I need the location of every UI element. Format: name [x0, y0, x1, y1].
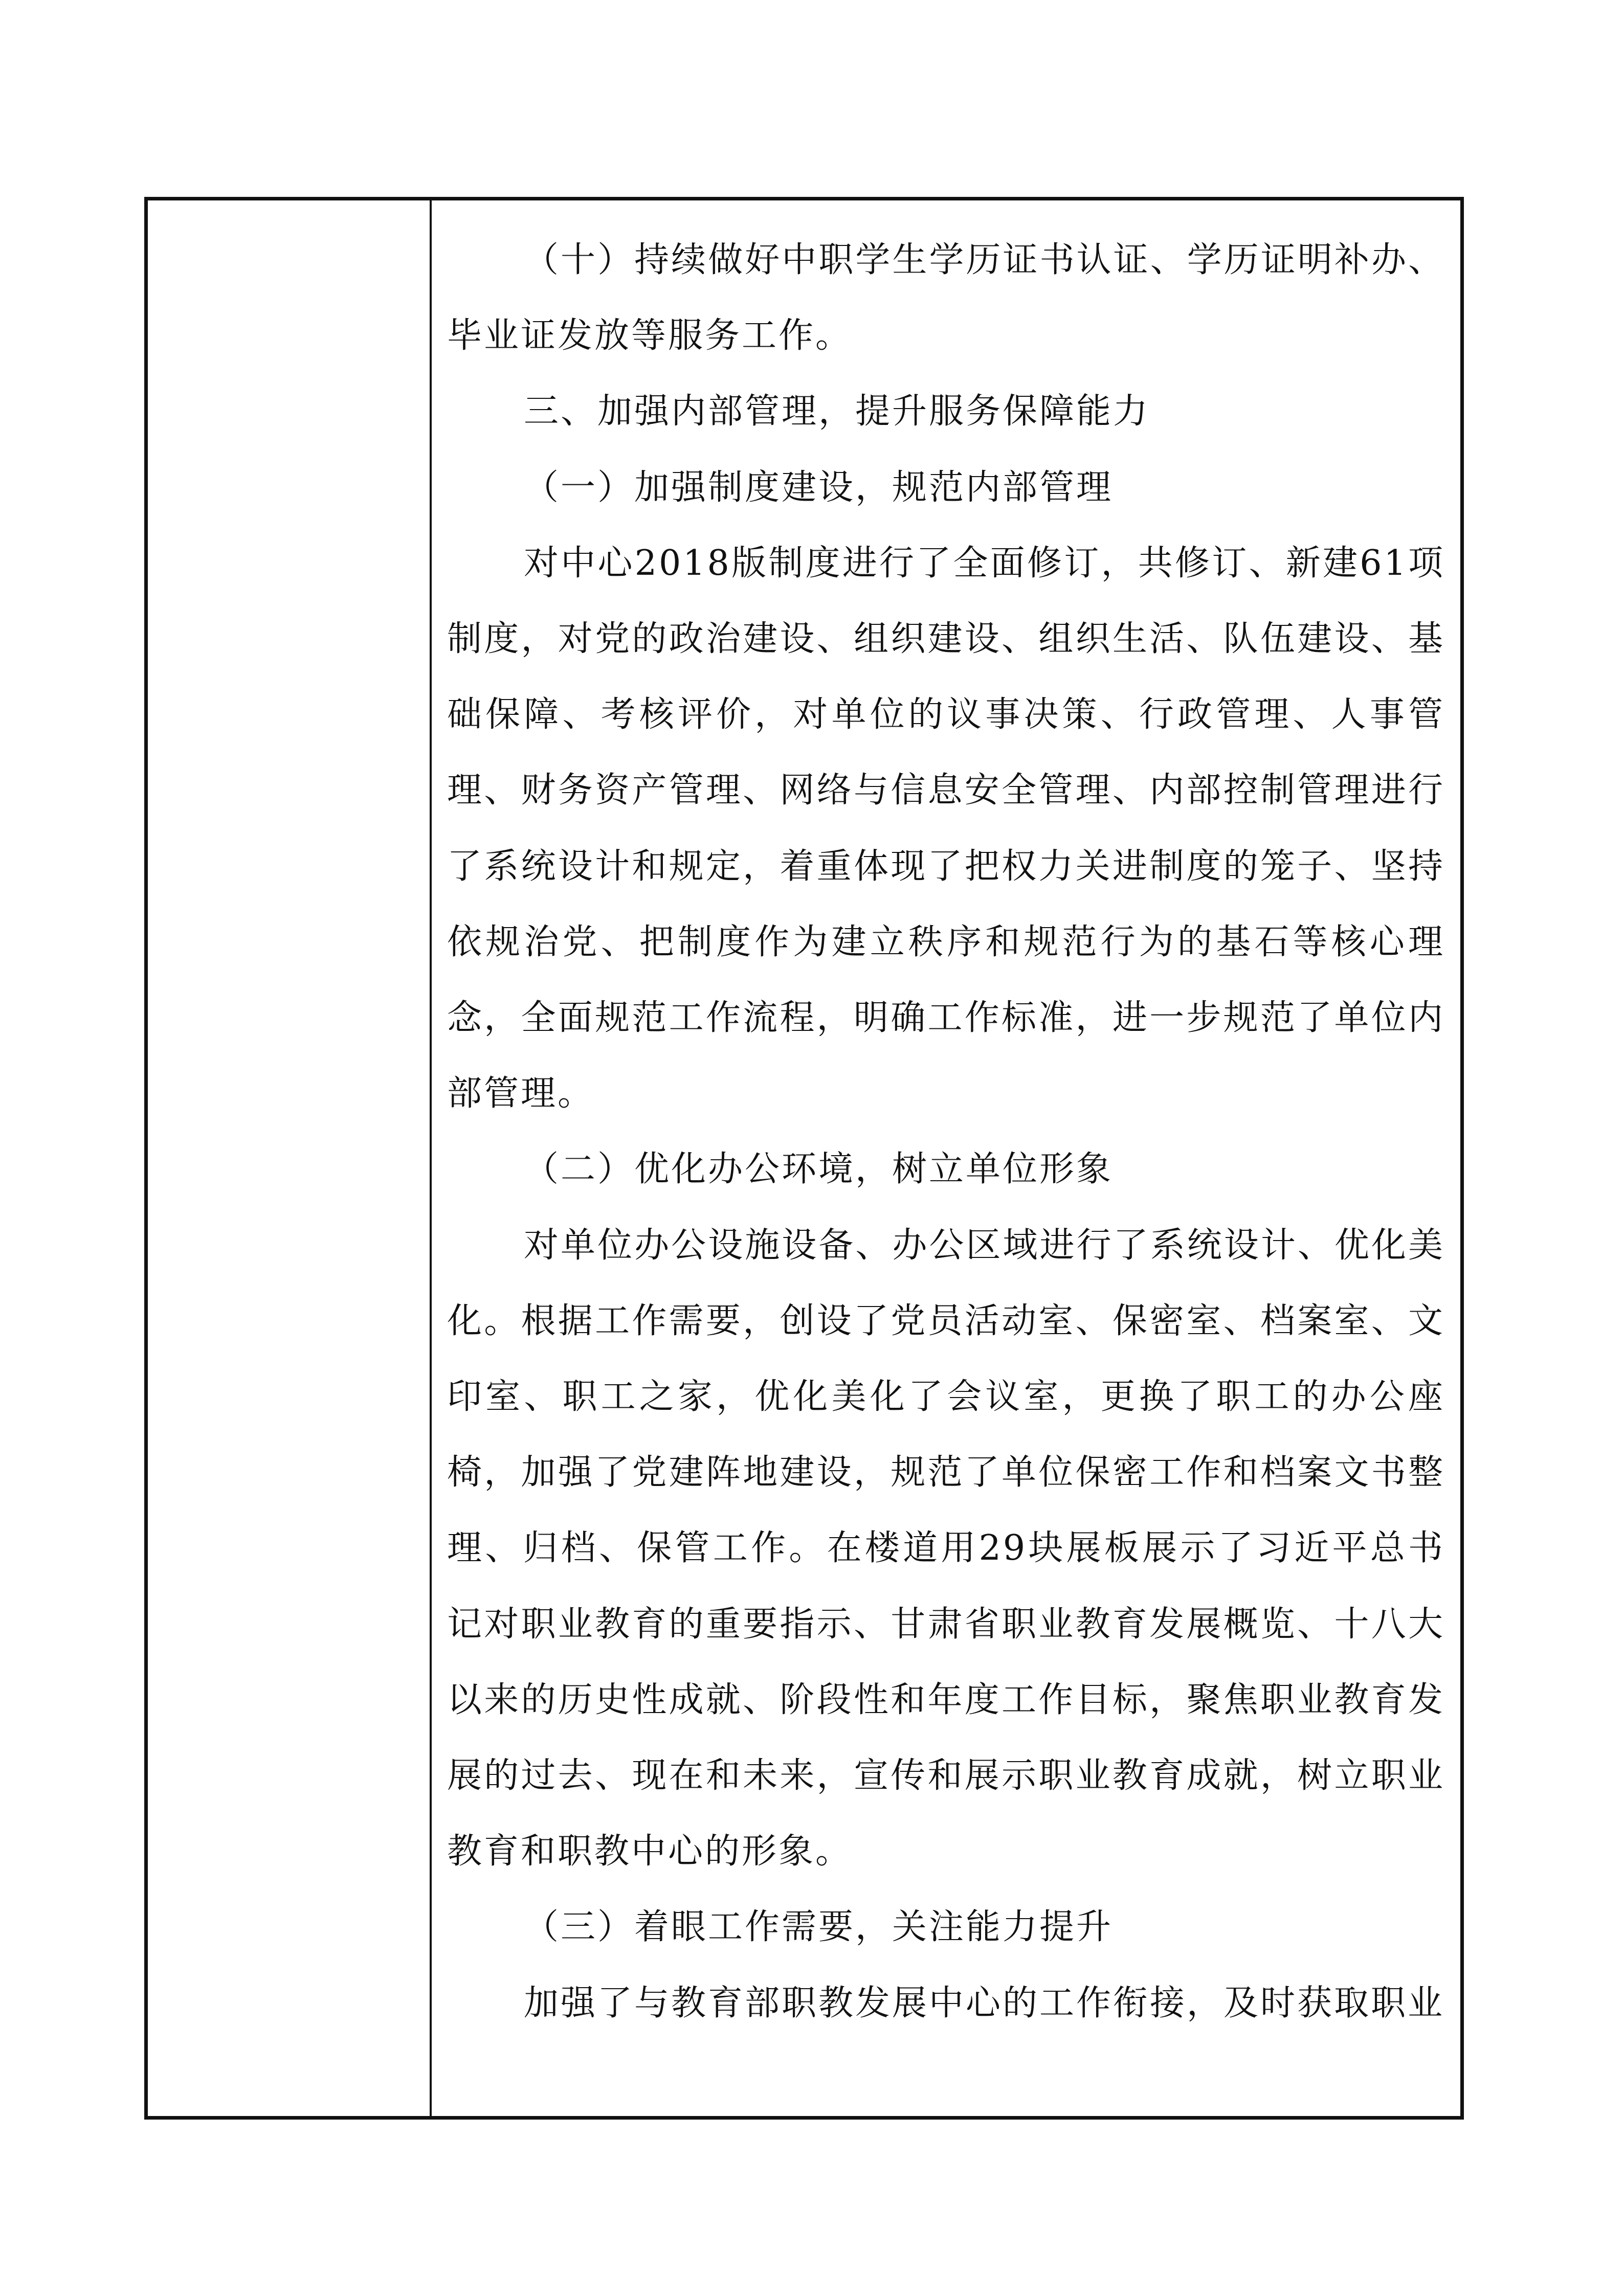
paragraph-item-10-heading: （十）持续做好中职学生学历证书认证、学历证明补办、毕业证发放等服务工作。 — [447, 240, 1445, 356]
subsection-2-heading: （二）优化办公环境，树立单位形象 — [524, 1149, 1114, 1190]
subsection-3-heading: （三）着眼工作需要，关注能力提升 — [524, 1907, 1114, 1948]
section-3-heading: 三、加强内部管理，提升服务保障能力 — [524, 391, 1150, 432]
subsection-1-heading: （一）加强制度建设，规范内部管理 — [524, 467, 1114, 508]
content-column-cell — [432, 200, 1460, 2116]
label-column-cell — [148, 200, 432, 2116]
subsection-2-body: 对单位办公设施设备、办公区域进行了系统设计、优化美化。根据工作需要，创设了党员活动室、保密室、档案室、文印室、职工之家，优化美化了会议室，更换了职工的办公座椅，加强了党建阵地建设，规范了单位保密工作和档案文书整理、归档、保管工作。在楼道用29块展板展示了习近平总书记对职业教育的重要指示、甘肃省职业教育发展概览、十八大以来的历史性成就、阶段性和年度工作目标，聚焦职业教育发展的过去、现在和未来，宣传和展示职业教育成就，树立职业教育和职教中心的形象。 — [447, 1225, 1445, 1872]
form-table — [144, 197, 1464, 2120]
subsection-3-body: 加强了与教育部职教发展中心的工作衔接，及时获取职业 — [524, 1983, 1445, 2023]
subsection-1-body: 对中心2018版制度进行了全面修订，共修订、新建61项制度，对党的政治建设、组织建设、组织生活、队伍建设、基础保障、考核评价，对单位的议事决策、行政管理、人事管理、财务资产管理、网络与信息安全管理、内部控制管理进行了系统设计和规定，着重体现了把权力关进制度的笼子、坚持依规治党、把制度作为建立秩序和规范行为的基石等核心理念，全面规范工作流程，明确工作标准，进一步规范了单位内部管理。 — [447, 543, 1445, 1114]
